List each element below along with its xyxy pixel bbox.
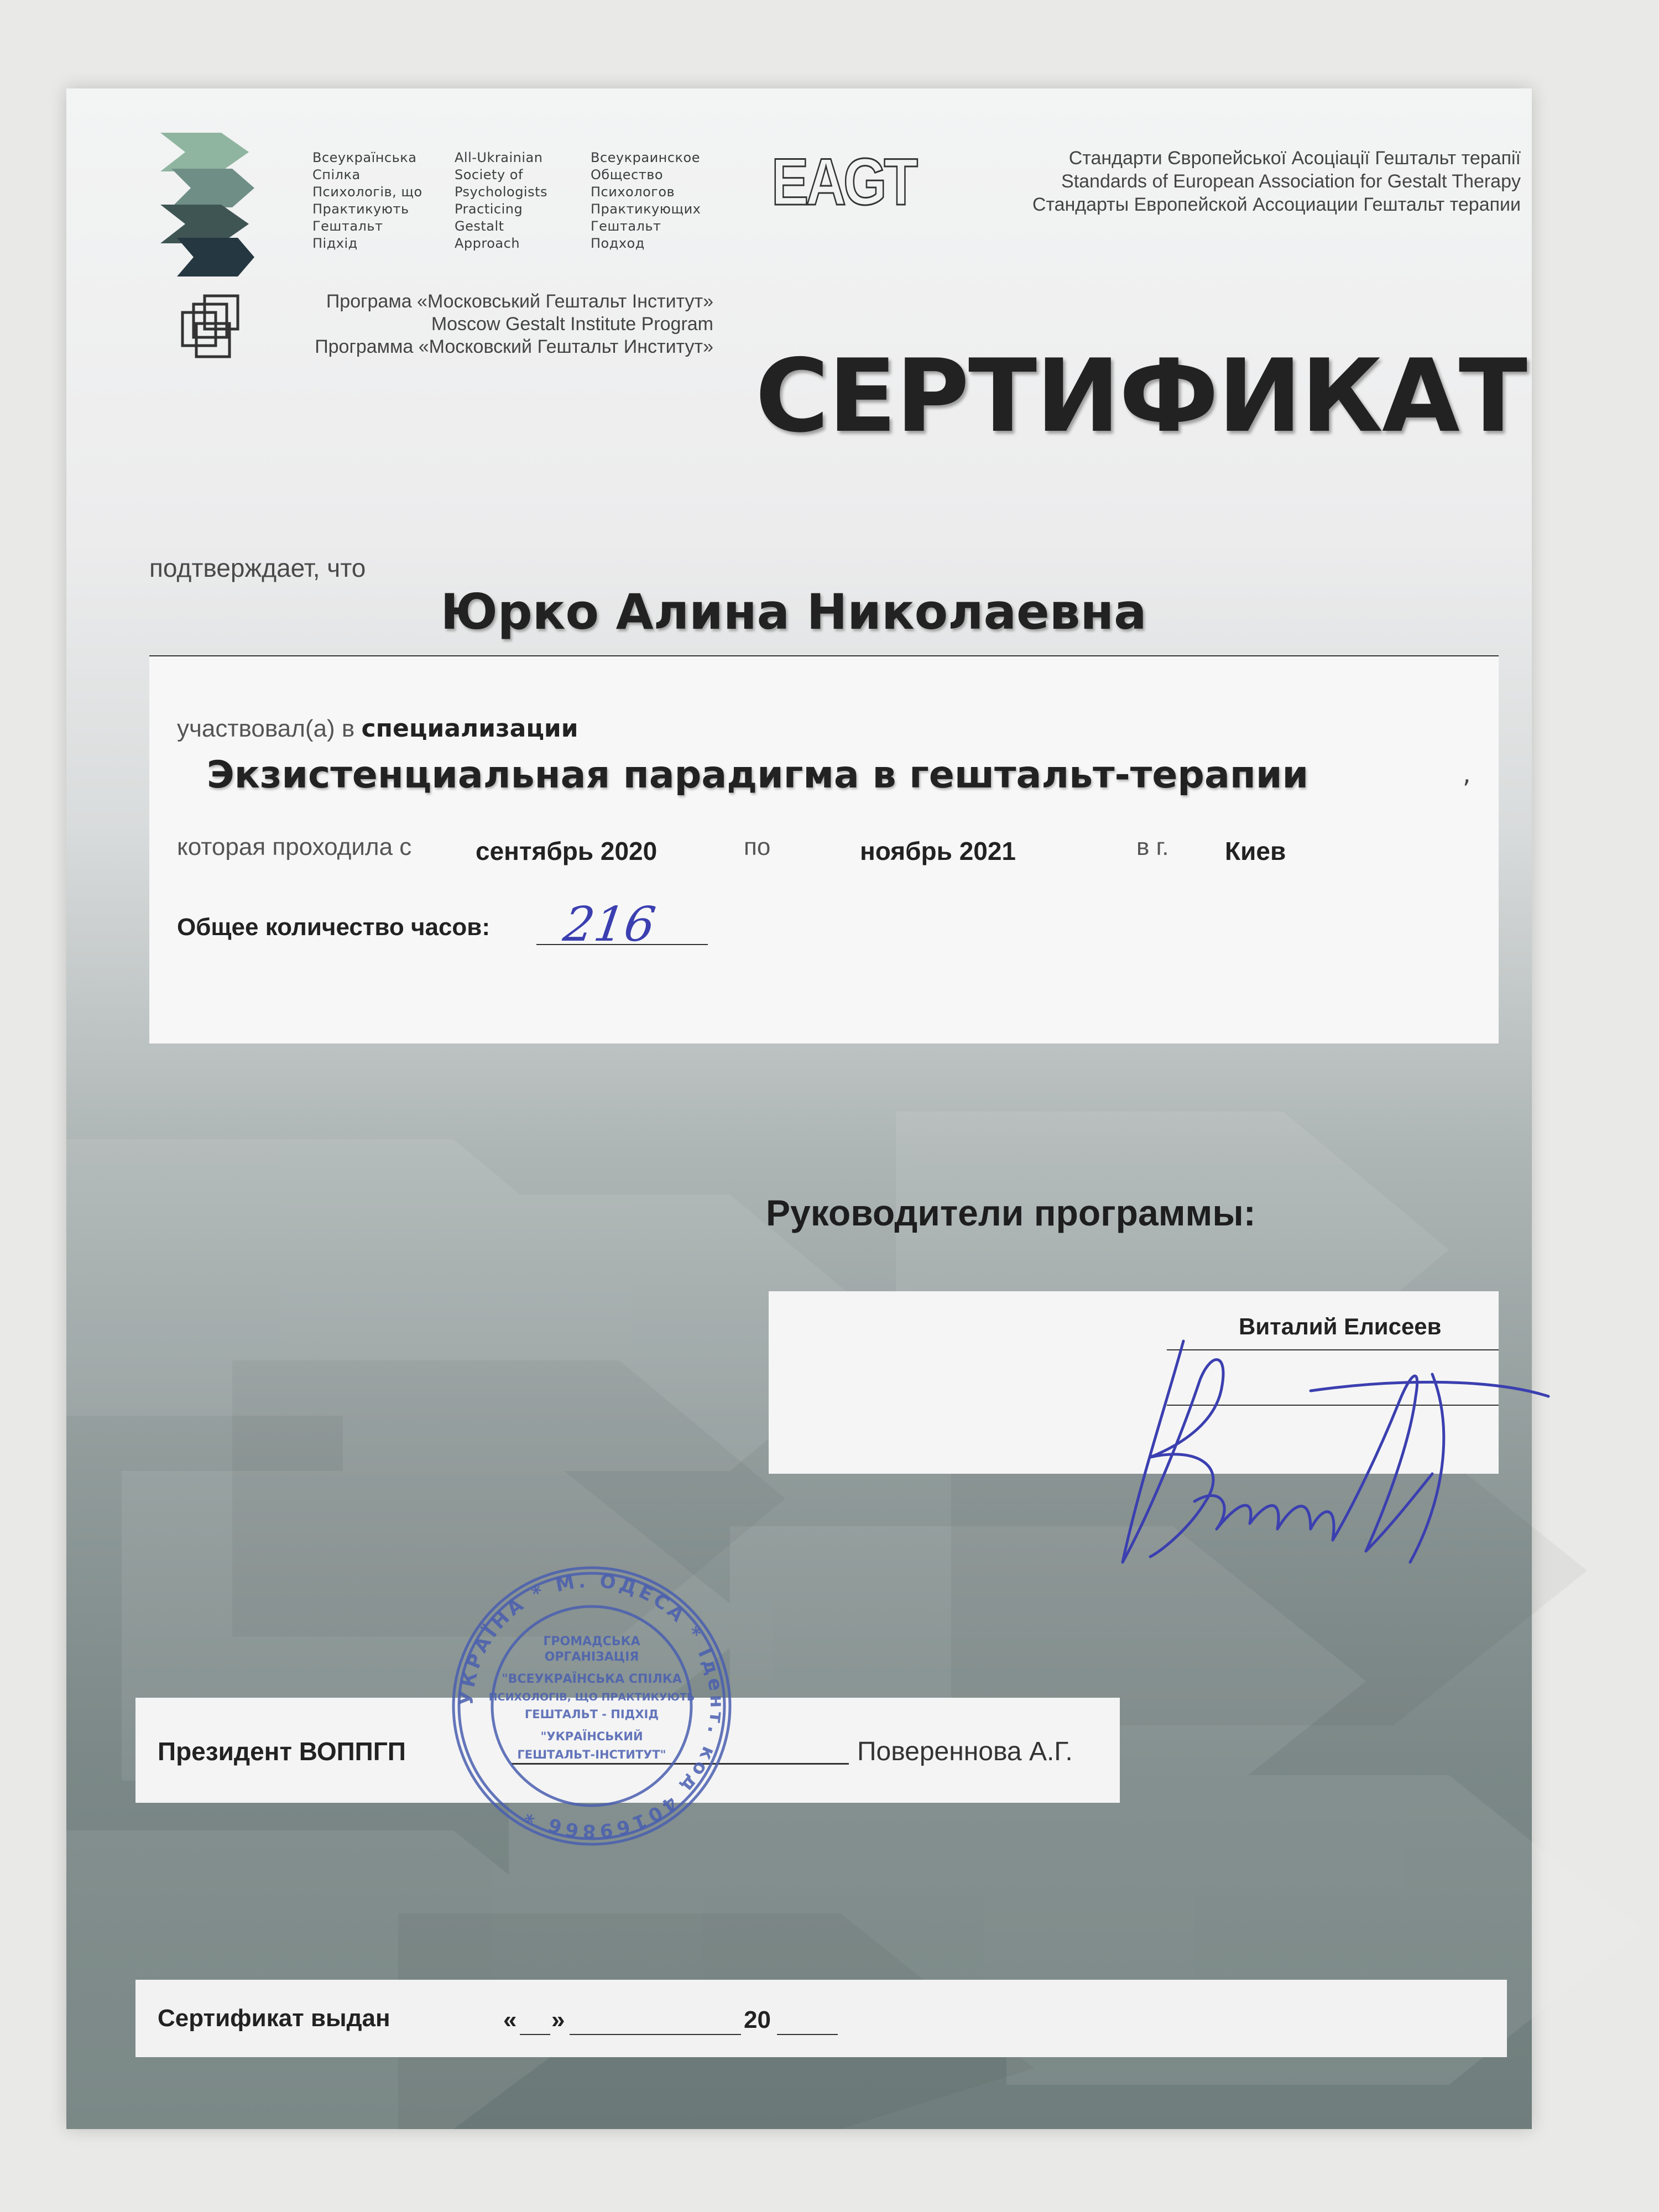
certificate-sheet [66, 88, 1532, 2129]
svg-text:EAGT: EAGT [771, 145, 918, 219]
issued-box [135, 1980, 1507, 2057]
eagt-logo [769, 147, 918, 218]
held-label: которая проходила с [177, 833, 412, 860]
issued-quote-open: « [503, 2006, 517, 2033]
hours-label: Общее количество часов: [177, 914, 491, 941]
leader-name: Виталий Елисеев [1239, 1313, 1442, 1339]
certificate-title: СЕРТИФИКАТ [755, 337, 1526, 455]
city-label: в г. [1136, 833, 1169, 860]
issued-label: Сертификат выдан [158, 2005, 390, 2032]
leader-signature [1100, 1319, 1554, 1579]
to-label: по [744, 833, 771, 860]
confirms-text: подтверждает, что [149, 554, 366, 582]
hours-handwritten-value: 216 [560, 897, 659, 952]
program-name [249, 290, 713, 358]
svg-text:"ВСЕУКРАЇНСЬКА СПІЛКА: "ВСЕУКРАЇНСЬКА СПІЛКА [502, 1672, 682, 1686]
program-name-ua: Програма «Московський Гештальт Інститут» [326, 291, 713, 312]
issued-year-prefix: 20 [744, 2006, 771, 2033]
org-name-ukrainian: Всеукраїнська Спілка Психологів, що Практикують Гештальт Підхід [312, 150, 422, 251]
course-comma: , [1463, 759, 1471, 789]
recipient-name: Юрко Алина Николаевна [440, 583, 1147, 640]
issued-year-line [777, 2034, 838, 2035]
city-value: Киев [1225, 837, 1286, 865]
president-name: Повереннова А.Г. [857, 1737, 1073, 1766]
issued-quote-close: » [551, 2006, 565, 2033]
svg-text:ГЕШТАЛЬТ-ІНСТИТУТ": ГЕШТАЛЬТ-ІНСТИТУТ" [517, 1748, 666, 1761]
org-name-english: All-Ukrainian Society of Psychologists Practicing Gestalt Approach [455, 150, 548, 251]
svg-text:ПСИХОЛОГІВ, ЩО ПРАКТИКУЮТЬ: ПСИХОЛОГІВ, ЩО ПРАКТИКУЮТЬ [488, 1691, 695, 1703]
issued-day-line [520, 2034, 550, 2035]
end-date: ноябрь 2021 [860, 837, 1016, 865]
svg-text:ГЕШТАЛЬТ - ПІДХІД: ГЕШТАЛЬТ - ПІДХІД [524, 1708, 659, 1721]
svg-text:"УКРАЇНСЬКИЙ: "УКРАЇНСЬКИЙ [540, 1730, 643, 1743]
start-date: сентябрь 2020 [476, 837, 658, 865]
svg-text:ОРГАНІЗАЦІЯ: ОРГАНІЗАЦІЯ [544, 1650, 639, 1664]
program-name-en: Moscow Gestalt Institute Program [431, 314, 713, 335]
eagt-standards-ua: Стандарти Європейської Асоціації Гештальт терапії [1068, 148, 1521, 169]
eagt-standards-text [962, 147, 1521, 216]
participated-text: участвовал(а) в специализации [177, 714, 578, 743]
svg-text:УКРАЇНА * М. ОДЕСА * Ідент. ко: УКРАЇНА * М. ОДЕСА * Ідент. код 40169866 * [455, 1569, 728, 1843]
program-name-ru: Программа «Московский Гештальт Институт» [315, 336, 713, 357]
svg-text:ГРОМАДСЬКА: ГРОМАДСЬКА [543, 1635, 640, 1648]
vsppgp-chevron-logo [160, 127, 254, 282]
mgi-squares-logo [180, 293, 249, 362]
info-box [149, 655, 1499, 1044]
leaders-title: Руководители программы: [766, 1192, 1256, 1233]
issued-month-line [570, 2034, 741, 2035]
organization-seal [448, 1562, 735, 1850]
president-label: Президент ВОППГП [158, 1737, 406, 1766]
org-name-russian: Всеукраинское Общество Психологов Практикующих Гештальт Подход [591, 150, 701, 251]
course-title: Экзистенциальная парадигма в гештальт-терапии [206, 753, 1309, 797]
eagt-standards-ru: Стандарты Европейской Ассоциации Гештальт терапии [1032, 194, 1521, 215]
eagt-standards-en: Standards of European Association for Gestalt Therapy [1061, 171, 1521, 192]
